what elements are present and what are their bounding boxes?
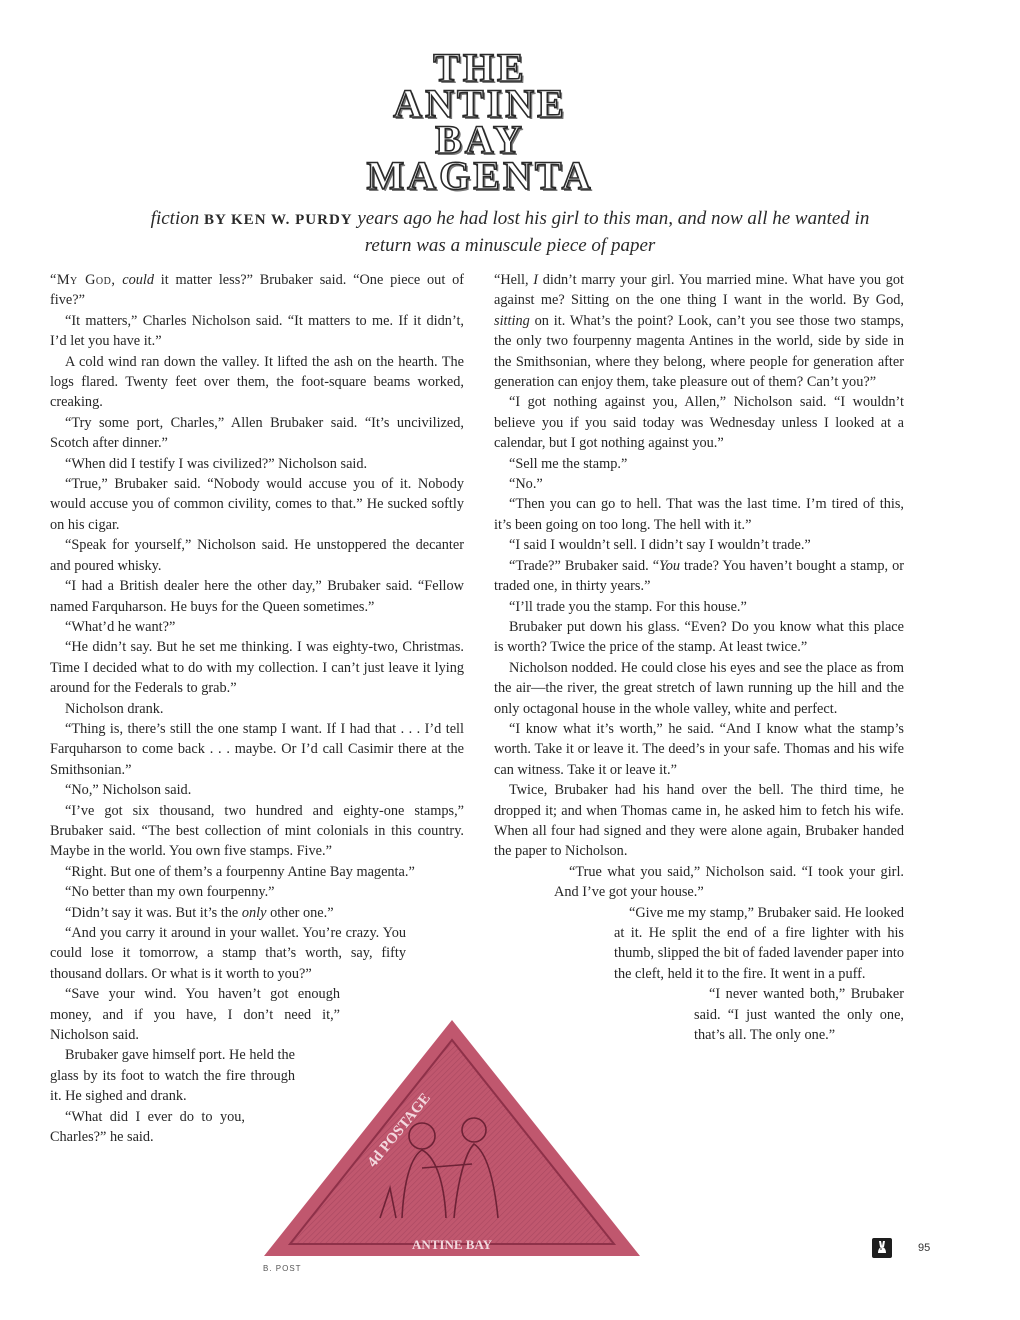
rabbit-end-mark-icon [872, 1238, 892, 1258]
byline-author: BY KEN W. PURDY [203, 212, 353, 228]
paragraph: “I got nothing against you, Allen,” Nicholson said. “I wouldn’t believe you if you said today was Wednesday unless I looked at a calendar, but I got nothing against you.” [494, 394, 904, 452]
paragraph: “I said I wouldn’t sell. I didn’t say I wouldn’t trade.” [509, 537, 811, 554]
lead-in-rest: it matter less?” Brubaker said. “One piece out of five?” [50, 272, 464, 309]
lead-in-caps: “My God, [50, 272, 116, 288]
paragraph: “True,” Brubaker said. “Nobody would accuse you of it. Nobody would accuse you of common civility, comes to that.” He sucked softly on his cigar. [50, 476, 464, 533]
paragraph: “Then you can go to hell. That was the last time. I’m tired of this, it’s been going on too long. The hell with it.” [494, 496, 904, 533]
paragraph: “True what you said,” Nicholson said. “I took your girl. And I’ve got your house.” [554, 863, 904, 901]
story-title [300, 45, 660, 198]
left-column [50, 270, 464, 1147]
paragraph: Brubaker gave himself port. He held the glass by its foot to watch the fire through it. He sighed and drank. [50, 1047, 295, 1105]
text-run: didn’t marry your girl. You married mine. What have you got against me? Sitting on the one thing I want in the world. By God, [494, 272, 905, 309]
triangular-stamp-illustration [262, 1018, 642, 1260]
emphasis: You [659, 557, 680, 574]
paragraph: “Thing is, there’s still the one stamp I want. If I had that . . . I’d tell Farquharson to come back . . . maybe. Or I’d call Casimir there at the Smithsonian.” [50, 720, 464, 778]
text-run: “Trade?” Brubaker said. “ [509, 557, 660, 574]
paragraph [50, 903, 464, 923]
page-number: 95 [918, 1242, 931, 1254]
text-run: on it. What’s the point? Look, can’t you see those two stamps, the only two fourpenny magenta Antines in the world, side by side in the Smithsonian, where they belong, where people for generation after generation can enjoy them, take pleasure out of them? Can’t you?” [494, 312, 904, 391]
illustration-credit: B. POST [263, 1264, 302, 1273]
paragraph: “And you carry it around in your wallet. You’re crazy. You could lose it tomorrow, a stamp that’s worth, say, fifty thousand dollars. Or what is it worth to you?” [50, 925, 406, 982]
paragraph: “I know what it’s worth,” he said. “And I know what the stamp’s worth. Take it or leave it. The deed’s in your safe. Thomas and his wife can witness. Take it or leave it.” [494, 720, 904, 778]
paragraph: “Try some port, Charles,” Allen Brubaker said. “It’s uncivilized, Scotch after dinner.” [50, 414, 464, 452]
paragraph: Nicholson nodded. He could close his eyes and see the place as from the air—the river, the great stretch of lawn running up the hill and the only octagonal house in the whole valley, white and perfect. [494, 659, 904, 717]
paragraph [494, 270, 904, 392]
paragraph: Nicholson drank. [65, 700, 164, 717]
paragraph: “What did I ever do to you, Charles?” he said. [50, 1108, 245, 1146]
emphasis: only [241, 904, 267, 921]
paragraph: “No,” Nicholson said. [65, 782, 192, 799]
paragraph: “Sell me the stamp.” [509, 455, 628, 472]
paragraph [50, 270, 464, 311]
paragraph: “Give me my stamp,” Brubaker said. He looked at it. He split the end of a fire lighter with his thumb, slipped the bit of faded lavender paper into the cleft, held it to the fire. It went in a puff. [614, 904, 904, 982]
paragraph: “When did I testify I was civilized?” Nicholson said. [65, 455, 368, 472]
paragraph: Twice, Brubaker had his hand over the bell. The third time, he dropped it; and when Thomas came in, he asked him to fetch his wife. When all four had signed and they were alone again, Brubaker handed the paper to Nicholson. [494, 782, 904, 860]
paragraph: “What’d he want?” [65, 618, 176, 635]
paragraph: “Speak for yourself,” Nicholson said. He unstoppered the decanter and poured whisky. [50, 537, 464, 574]
paragraph: A cold wind ran down the valley. It lifted the ash on the hearth. The logs flared. Twenty feet over them, the foot-square beams worked, creaking. [50, 353, 464, 411]
text-run: other one.” [270, 904, 334, 921]
paragraph: “He didn’t say. But he set me thinking. I was eighty-two, Christmas. Time I decided what to do with my collection. I can’t just leave it lying around for the Federals to grab.” [50, 639, 464, 697]
lead-in-italic: could [122, 272, 154, 288]
paragraph: “No better than my own fourpenny.” [65, 884, 275, 901]
paragraph: “I had a British dealer here the other day,” Brubaker said. “Fellow named Farquharson. He buys for the Queen sometimes.” [50, 578, 464, 615]
paragraph: “I’ve got six thousand, two hundred and eighty-one stamps,” Brubaker said. “The best collection of mint colonials in this country. Maybe in the world. You own five stamps. Five.” [50, 802, 464, 860]
right-column [494, 270, 904, 1045]
title-line-4: MAGENTA [366, 153, 594, 198]
byline-prefix: fiction [150, 208, 200, 229]
byline [140, 206, 880, 258]
text-run: “Didn’t say it was. But it’s the [65, 904, 239, 921]
paragraph: “I never wanted both,” Brubaker said. “I just wanted the only one, that’s all. The only one.” [694, 986, 904, 1044]
stamp-bottom-text: ANTINE BAY [411, 1237, 493, 1252]
text-run: trade? You haven’t bought a stamp, or traded one, in thirty years.” [494, 557, 904, 595]
text-run: “Hell, [494, 272, 529, 288]
title-line-3: BAY [435, 117, 525, 162]
emphasis: I [533, 272, 539, 288]
paragraph [494, 556, 904, 597]
stamp-side-text: 4d POSTAGE [364, 1090, 434, 1171]
paragraph: “I’ll trade you the stamp. For this house.” [509, 598, 747, 615]
paragraph: “No.” [509, 476, 543, 493]
emphasis: sitting [494, 312, 530, 329]
paragraph: “It matters,” Charles Nicholson said. “It matters to me. If it didn’t, I’d let you have it.” [50, 312, 464, 350]
title-line-1: THE [433, 45, 527, 90]
paragraph: “Right. But one of them’s a fourpenny Antine Bay magenta.” [65, 863, 415, 880]
title-line-2: ANTINE [393, 81, 567, 126]
paragraph: Brubaker put down his glass. “Even? Do you know what this place is worth? Twice the price of the stamp. At least twice.” [494, 618, 904, 656]
byline-dek: years ago he had lost his girl to this man, and now all he wanted in return was a minuscule piece of paper [357, 208, 870, 256]
paragraph: “Save your wind. You haven’t got enough money, and if you have, I don’t need it,” Nicholson said. [50, 986, 340, 1044]
